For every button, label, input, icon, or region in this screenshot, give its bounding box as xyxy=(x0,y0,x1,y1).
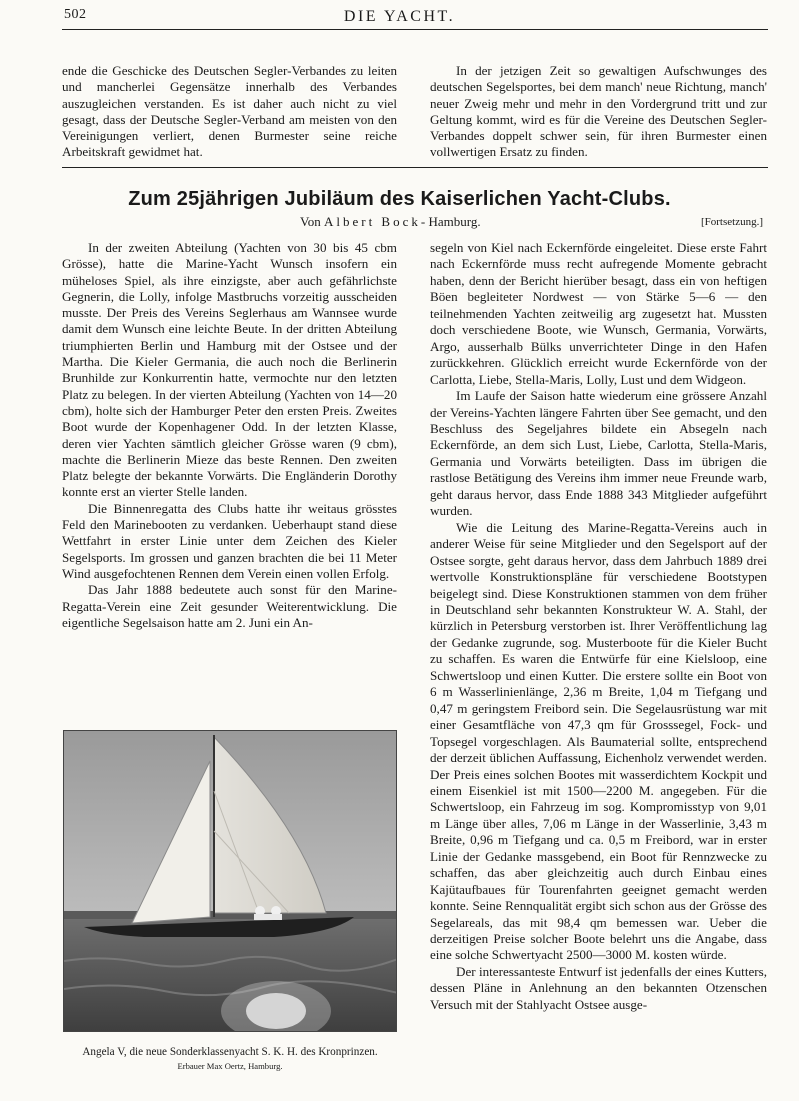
byline-author: Albert Bock xyxy=(323,214,421,229)
article-left-column xyxy=(62,240,397,631)
article-right-paragraph: Wie die Leitung des Marine-Regatta-Vereins auch in anderer Weise für seine Mitglieder und den Segelsport auf der Ostsee sorgte, geht daraus hervor, dass dem Jahrbuch 1889 drei wertvolle Konstruktionspläne für verschiedene Bootstypen beigelegt sind. Diese Konstruktionen stammen von dem früher in Deutschland sehr bekannten Konstrukteur W. A. Stahl, der kürzlich in Petersburg verstorben ist. Ihrer Veröffentlichung lag der Gedanke zugrunde, sog. Musterboote für die Kieler Bucht zu schaffen. Es waren die Entwürfe für eine Kielsloop, eine Schwertsloop und einen Kutter. Die erstere sollte ein Boot von 6 m Wasserlinienlänge, 2,36 m Breite, 1,04 m Tiefgang und 0,47 m geringstem Freibord sein. Die Segelausrüstung war mit einer Gesamtfläche von 47,3 qm für Grosssegel, Fock- und Topsegel vorgeschlagen. Als Baumaterial sollte, entsprechend der derzeit üblichen Auffassung, Eichenholz verwendet werden. Der Preis eines solchen Bootes mit wasserdichtem Kockpit und einem Eisenkiel ist mit 1500—2200 M. angegeben. Für die Schwertsloop, ein Fahrzeug im sog. Kompromisstyp von 9,01 m Länge über alles, 7,06 m Länge in der Wasserlinie, 3,43 m Breite, 0,96 m Tiefgang und ca. 0,5 m Freibord, war in erster Linie der Gedanke massgebend, ein Boot für Rennzwecke zu schaffen, das aber gleichzeitig auch durch Einbau eines Kajütaufbaues für Tourenfahrten geeignet gemacht werden konnte. Seine Rennqualität ergibt sich schon aus der Grösse des Segelareals, das mit 98,4 qm bemessen war. Ueber die derzeitigen Preise solcher Boote belehrt uns die Angabe, dass eine solche Schwertyacht 2500—3000 M. kosten würde. xyxy=(430,519,767,963)
figure-credit: Erbauer Max Oertz, Hamburg. xyxy=(177,1061,283,1071)
yacht-photo xyxy=(63,730,397,1032)
figure-caption: Angela V, die neue Sonderklassenyacht S. K. H. des Kronprinzen. xyxy=(82,1046,378,1058)
article-right-paragraph: Im Laufe der Saison hatte wiederum eine grössere Anzahl der Vereins-Yachten längere Fahrten über See gemacht, und den Beschluss des Segeljahres bildete ein Absegeln nach Eckernförde, an dem sich Lust, Liebe, Carlotta, Stella-Maris, Germania und Vorwärts beteiligten. Dass im übrigen die rastlose Betätigung des Vereins ihm immer neue Freunde warb, geht daraus hervor, dass Ende 1888 343 Mitglieder aufgeführt wurden. xyxy=(430,388,767,519)
byline-place: - Hamburg. xyxy=(420,214,481,229)
article-right-paragraph: segeln von Kiel nach Eckernförde eingeleitet. Diese erste Fahrt nach Eckernförde muss recht aufregende Momente gebracht haben, denn der Bericht hierüber besagt, dass ein von heftigen Böen begleiteter Nordwest — von Stärke 5—6 — den teilnehmenden Yachten zeitweilig arg zugesetzt hat. Mussten doch verschiedene Boote, wie Wunsch, Germania, Vorwärts, Argo, ausserhalb Bülks unverrichteter Dinge in den Hafen zurückkehren. Glücklich erreicht wurde Eckernförde von der Carlotta, Liebe, Stella-Maris, Lolly, Lust und dem Widgeon. xyxy=(430,240,767,387)
article-left-paragraph: In der zweiten Abteilung (Yachten von 30 bis 45 cbm Grösse), hatte die Marine-Yacht Wunsch insofern ein müheloses Spiel, als ihre einzigste, aber auch gefährlichste Gegnerin, die Lolly, infolge Mastbruchs vorzeitig ausscheiden musste. Der Preis des Vereins Seglerhaus am Wannsee wurde damit dem Wunsch eine leichte Beute. In der dritten Abteilung triumphierten Berlin und Hamburg mit der Ostsee und der Martha. Die Kieler Germania, die auch noch die Berlinerin Brunhilde zur Konkurrentin hatte, vermochte nur den letzten Platz zu belegen. In der vierten Abteilung (Yachten von 14—20 cbm), holte sich der Hamburger Peter den ersten Preis. Zweites Boot wurde der Kopenhagener Odd. In der letzten Klasse, deren vier Yachten sämtlich gleicher Grösse waren (9 cbm), machte die Berlinerin Mieze das beste Rennen. Den zweiten Platz belegte der bekannte Vorwärts. Die Engländerin Dorothy konnte erst an vierter Stelle landen. xyxy=(62,240,397,500)
article-left-paragraph: Das Jahr 1888 bedeutete auch sonst für den Marine-Regatta-Verein eine Zeit gesunder Weiterentwicklung. Die eigentliche Segelsaison hatte am 2. Juni ein An- xyxy=(62,582,397,630)
article-title: Zum 25jährigen Jubiläum des Kaiserlichen Yacht-Clubs. xyxy=(128,188,671,210)
crew xyxy=(254,914,282,920)
top-left-paragraph: ende die Geschicke des Deutschen Segler-Verbandes zu leiten und mancherlei Gegensätze innerhalb des Verbandes auszugleichen verstanden. Es ist daher auch nicht zu viel gesagt, dass der Deutsche Segler-Verband am meisten von den Vereinigungen verliert, denen Burmester seine reiche Arbeitskraft gewidmet hat. xyxy=(62,63,397,160)
article-right-column xyxy=(430,240,767,1013)
top-right-paragraph: In der jetzigen Zeit so gewaltigen Aufschwunges des deutschen Segelsportes, bei dem manch' neue Richtung, manch' neuer Zweig mehr und mehr in den Vordergrund tritt und zur Geltung kommt, wird es für die Vereine des Deutschen Segler-Verbandes doppelt schwer sein, für ihren Burmester einen vollwertigen Ersatz zu finden. xyxy=(430,63,767,160)
running-head: DIE YACHT. xyxy=(343,8,456,25)
top-left-column xyxy=(62,63,397,161)
header-rule xyxy=(62,29,768,30)
article-left-paragraph: Die Binnenregatta des Clubs hatte ihr weitaus grösstes Feld den Marinebooten zu verdanken. Ueberhaupt stand diese Wettfahrt in erster Linie unter dem Zeichen des Kieler Segelsports. Im grossen und ganzen brachten die bei 11 Meter Wind ausgefochtenen Rennen dem Verein einen vollen Erfolg. xyxy=(62,500,397,581)
top-right-column xyxy=(430,63,767,161)
byline-prefix: Von xyxy=(300,214,321,229)
section-rule xyxy=(62,167,768,168)
byline xyxy=(300,214,481,230)
page-number: 502 xyxy=(64,7,87,22)
article-right-paragraph: Der interessanteste Entwurf ist jedenfalls der eines Kutters, dessen Pläne in Anlehnung an den bekannten Otzenschen Versuch mit der Stahlyacht Ostsee ausge- xyxy=(430,963,767,1012)
continuation-note: [Fortsetzung.] xyxy=(700,216,763,228)
